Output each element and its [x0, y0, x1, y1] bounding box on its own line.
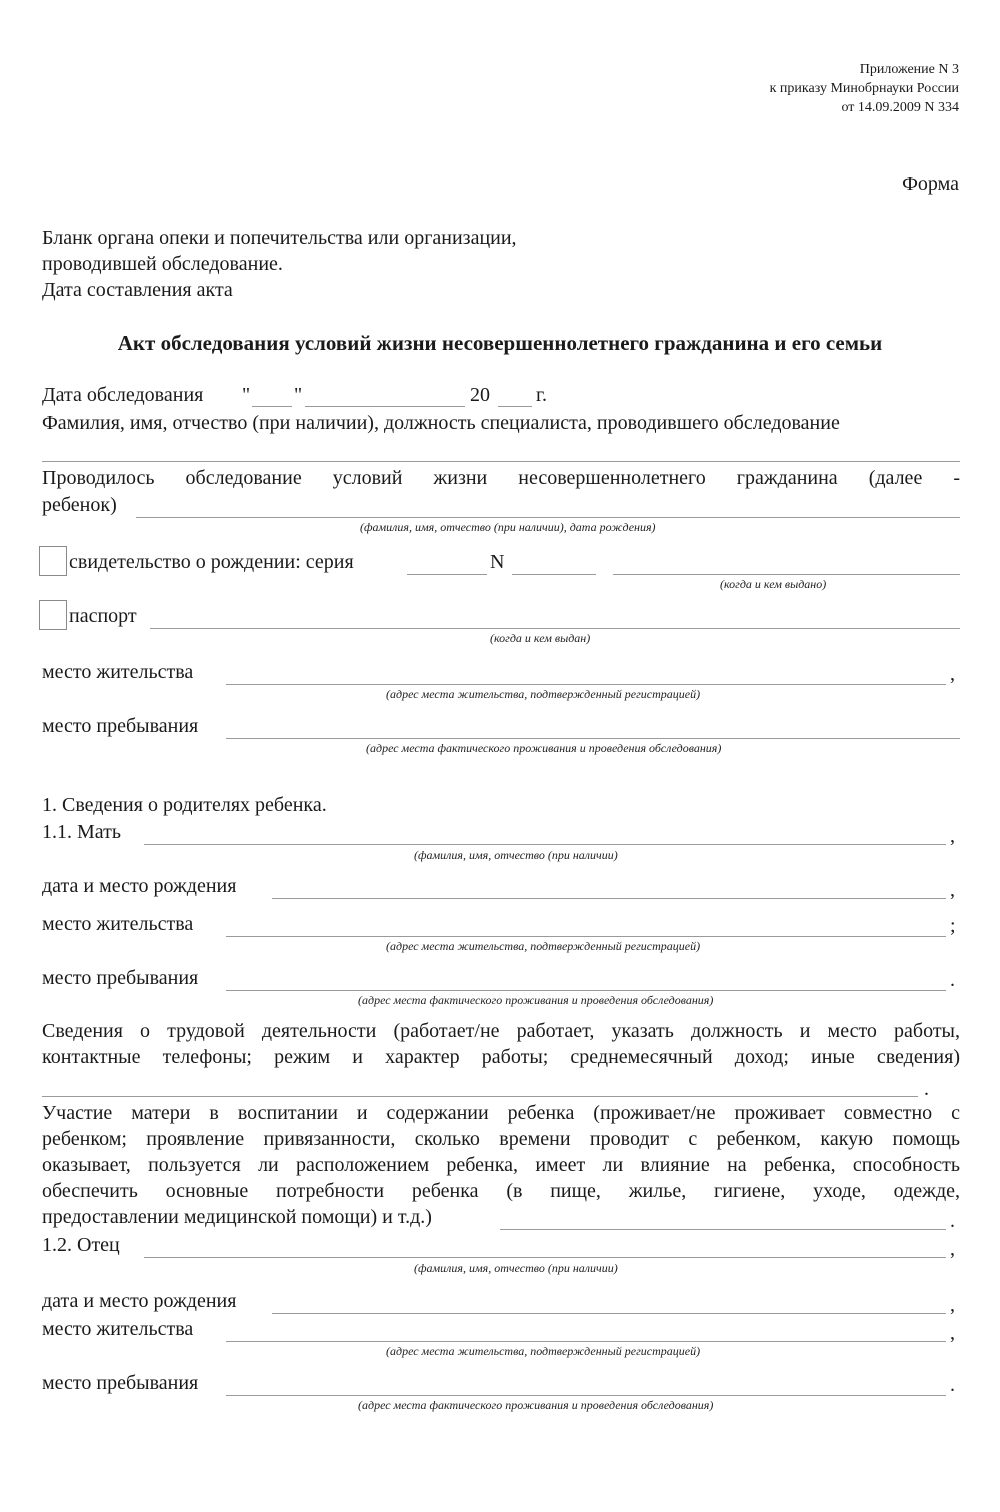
- father-name-field[interactable]: [144, 1257, 946, 1258]
- quote-open: ": [242, 384, 251, 406]
- passport-checkbox[interactable]: [39, 600, 67, 630]
- blank-line-1: Бланк органа опеки и попечительства или организации,: [42, 227, 517, 249]
- child-name-caption: (фамилия, имя, отчество (при наличии), дата рождения): [360, 520, 656, 534]
- mother-birth-comma: ,: [950, 879, 955, 901]
- order-date: от 14.09.2009 N 334: [841, 100, 959, 115]
- mother-stay-field[interactable]: [226, 990, 946, 991]
- mother-residence-caption: (адрес места жительства, подтвержденный регистрацией): [386, 939, 701, 953]
- father-birth-comma: ,: [950, 1294, 955, 1316]
- child-residence-label: место жительства: [42, 661, 194, 683]
- child-residence-comma: ,: [950, 663, 955, 685]
- mother-name-field[interactable]: [144, 844, 946, 845]
- mother-stay-dot: .: [950, 969, 955, 991]
- birth-certificate-caption: (когда и кем выдано): [720, 577, 827, 591]
- mother-work-line-2: контактные телефоны; режим и характер работы; среднемесячный доход; иные сведения): [42, 1046, 960, 1068]
- father-name-comma: ,: [950, 1238, 955, 1260]
- mother-birth-label: дата и место рождения: [42, 875, 237, 897]
- mother-participation-line-4: обеспечить основные потребности ребенка (в пище, жилье, гигиене, уходе, одежде,: [42, 1180, 960, 1202]
- mother-label: 1.1. Мать: [42, 821, 122, 843]
- father-label: 1.2. Отец: [42, 1234, 120, 1256]
- birth-certificate-label: свидетельство о рождении: серия: [69, 551, 354, 573]
- section-1-heading: 1. Сведения о родителях ребенка.: [42, 794, 327, 816]
- survey-date-label: Дата обследования: [42, 384, 204, 406]
- birth-certificate-n-label: N: [490, 551, 505, 573]
- mother-residence-field[interactable]: [226, 936, 946, 937]
- father-birth-field[interactable]: [272, 1313, 946, 1314]
- form-label: Форма: [902, 173, 959, 195]
- passport-label: паспорт: [69, 605, 137, 627]
- father-residence-comma: ,: [950, 1322, 955, 1344]
- mother-participation-field[interactable]: [500, 1229, 946, 1230]
- survey-month-field[interactable]: [305, 406, 465, 407]
- mother-stay-caption: (адрес места фактического проживания и проведения обследования): [358, 993, 714, 1007]
- act-date-label: Дата составления акта: [42, 279, 233, 301]
- father-residence-label: место жительства: [42, 1318, 194, 1340]
- mother-participation-line-5: предоставлении медицинской помощи) и т.д.): [42, 1206, 432, 1228]
- father-stay-label: место пребывания: [42, 1372, 199, 1394]
- document-title: Акт обследования условий жизни несовершеннолетнего гражданина и его семьи: [117, 331, 883, 355]
- mother-participation-line-2: ребенком; проявление привязанности, сколько времени проводит с ребенком, какую помощь: [42, 1128, 960, 1150]
- child-residence-caption: (адрес места жительства, подтвержденный регистрацией): [386, 687, 701, 701]
- father-name-caption: (фамилия, имя, отчество (при наличии): [414, 1261, 618, 1275]
- child-stay-caption: (адрес места фактического проживания и проведения обследования): [366, 741, 722, 755]
- child-residence-field[interactable]: [226, 684, 946, 685]
- child-intro-line-2: ребенок): [42, 494, 117, 516]
- order-reference: к приказу Минобрнауки России: [769, 81, 959, 96]
- birth-certificate-series-field[interactable]: [407, 574, 487, 575]
- mother-name-comma: ,: [950, 825, 955, 847]
- mother-participation-dot: .: [950, 1210, 955, 1232]
- mother-birth-field[interactable]: [272, 898, 946, 899]
- mother-participation-line-3: оказывает, пользуется ли расположением ребенка, имеет ли влияние на ребенка, способность: [42, 1154, 960, 1176]
- birth-certificate-number-field[interactable]: [512, 574, 596, 575]
- father-residence-caption: (адрес места жительства, подтвержденный регистрацией): [386, 1344, 701, 1358]
- mother-work-line-1: Сведения о трудовой деятельности (работает/не работает, указать должность и место работы,: [42, 1020, 960, 1042]
- passport-field[interactable]: [150, 628, 960, 629]
- specialist-field[interactable]: [42, 461, 960, 462]
- father-residence-field[interactable]: [226, 1341, 946, 1342]
- passport-caption: (когда и кем выдан): [490, 631, 591, 645]
- child-stay-label: место пребывания: [42, 715, 199, 737]
- father-stay-caption: (адрес места фактического проживания и проведения обследования): [358, 1398, 714, 1412]
- quote-close: ": [294, 384, 303, 406]
- mother-residence-semicolon: ;: [950, 915, 956, 937]
- survey-day-field[interactable]: [252, 406, 292, 407]
- father-stay-field[interactable]: [226, 1395, 946, 1396]
- blank-line-2: проводившей обследование.: [42, 253, 283, 275]
- mother-work-field[interactable]: [42, 1096, 918, 1097]
- year-prefix: 20: [470, 384, 490, 406]
- mother-residence-label: место жительства: [42, 913, 194, 935]
- child-name-field[interactable]: [136, 517, 960, 518]
- child-stay-field[interactable]: [226, 738, 960, 739]
- mother-participation-line-1: Участие матери в воспитании и содержании ребенка (проживает/не проживает совместно с: [42, 1102, 960, 1124]
- specialist-label: Фамилия, имя, отчество (при наличии), должность специалиста, проводившего обследование: [42, 412, 840, 434]
- father-stay-dot: .: [950, 1374, 955, 1396]
- mother-work-dot: .: [924, 1078, 929, 1100]
- father-birth-label: дата и место рождения: [42, 1290, 237, 1312]
- child-intro-line-1: Проводилось обследование условий жизни несовершеннолетнего гражданина (далее -: [42, 467, 960, 489]
- birth-certificate-issued-field[interactable]: [613, 574, 960, 575]
- appendix-number: Приложение N 3: [859, 62, 959, 77]
- mother-name-caption: (фамилия, имя, отчество (при наличии): [414, 848, 618, 862]
- year-suffix: г.: [536, 384, 547, 406]
- mother-stay-label: место пребывания: [42, 967, 199, 989]
- birth-certificate-checkbox[interactable]: [39, 546, 67, 576]
- survey-year-field[interactable]: [498, 406, 532, 407]
